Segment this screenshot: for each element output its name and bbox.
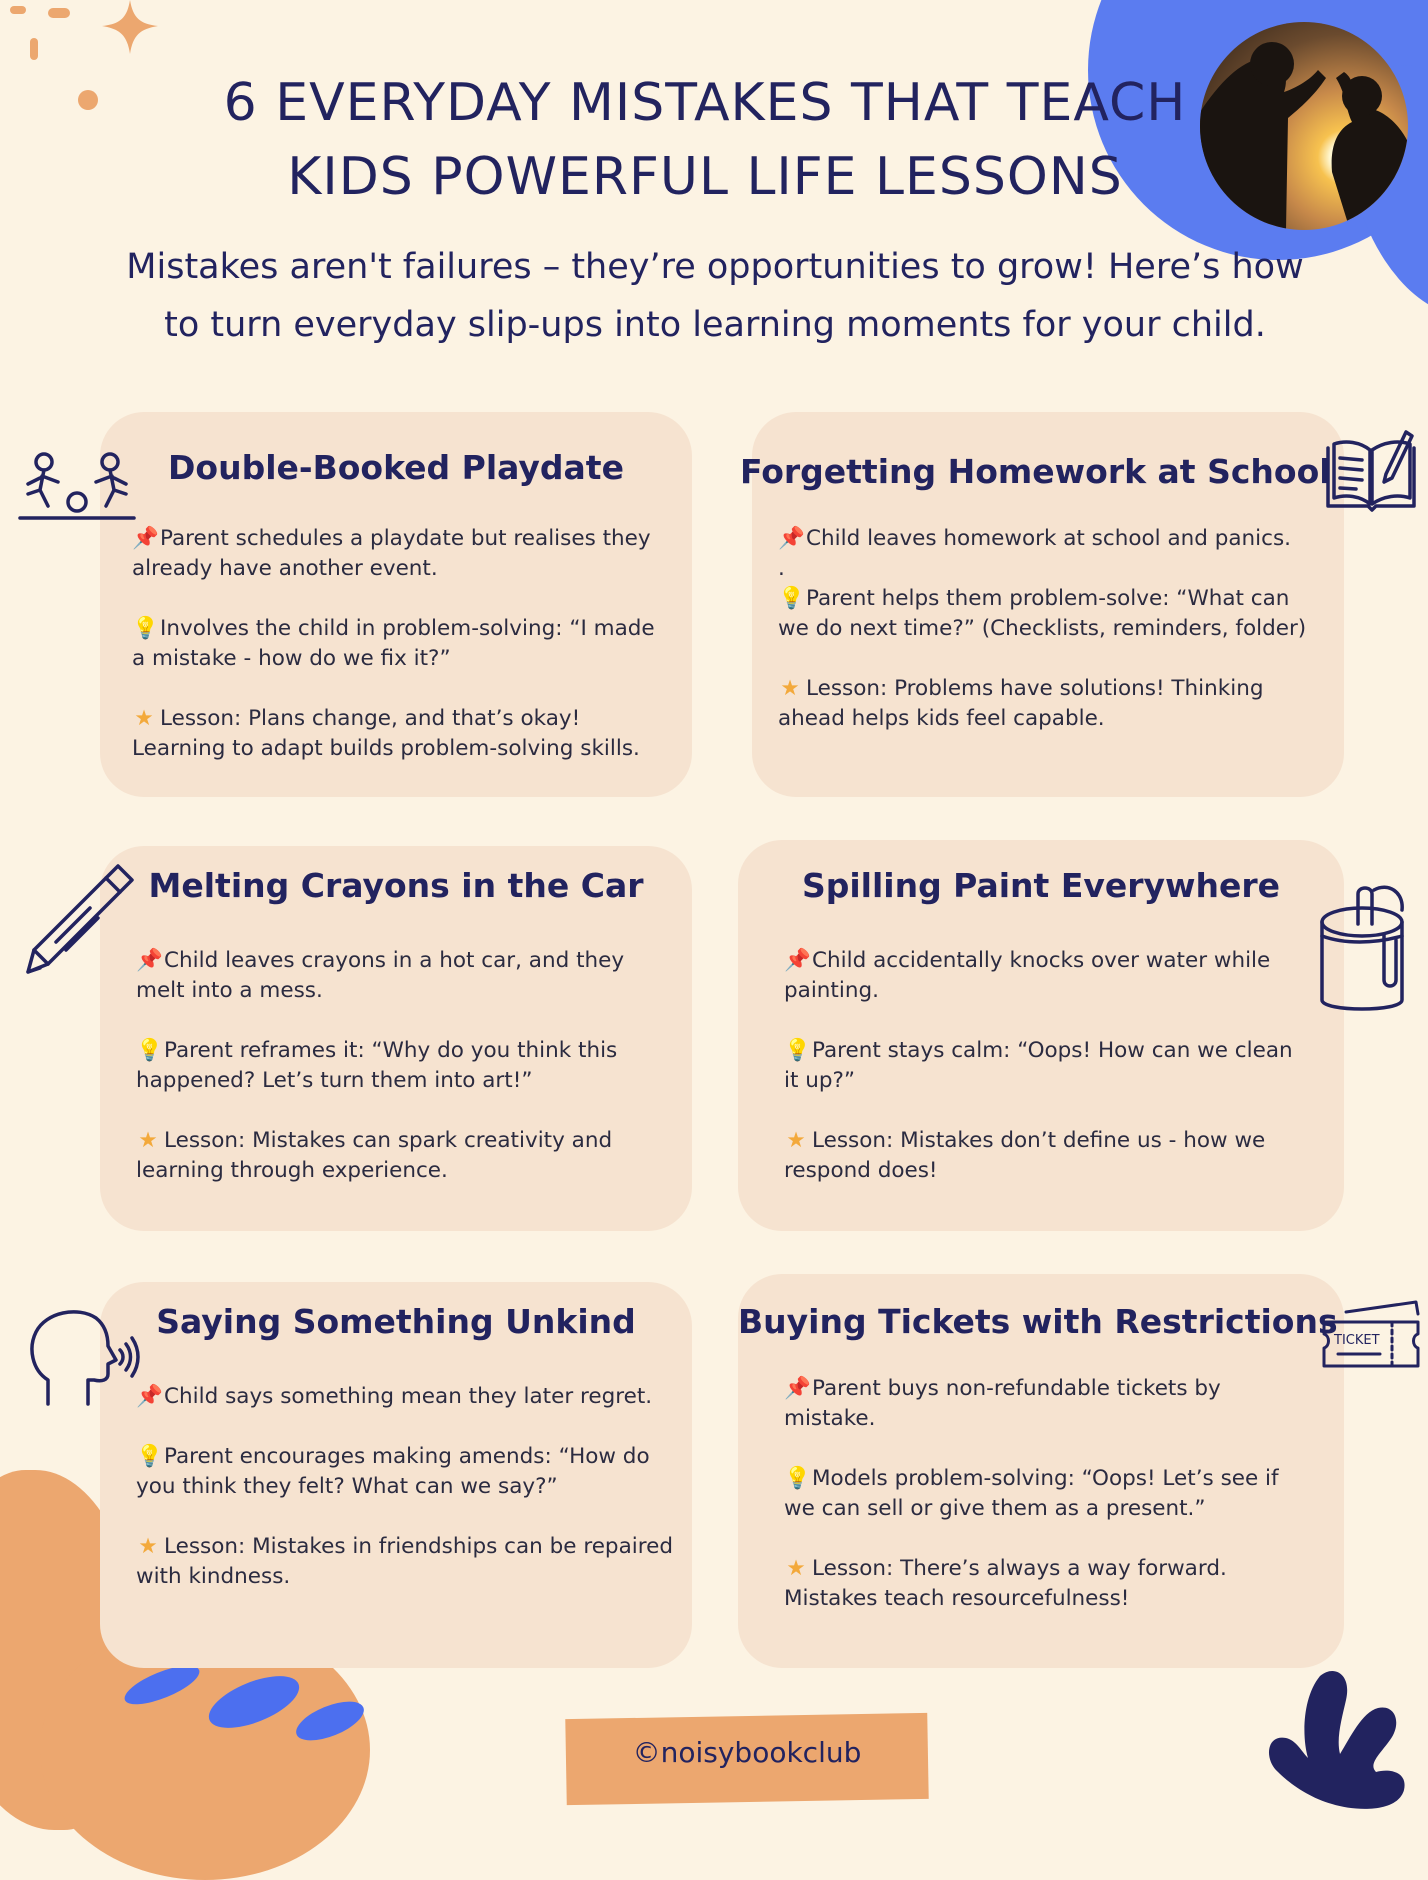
card-title: Saying Something Unkind bbox=[156, 1302, 636, 1341]
card-title: Forgetting Homework at School bbox=[740, 452, 1331, 491]
mistake-card-unkind bbox=[100, 1282, 692, 1668]
response-text: Parent encourages making amends: “How do you think they felt? What can we say?” bbox=[136, 1444, 650, 1499]
page-subtitle bbox=[120, 238, 1310, 354]
card-title: Double-Booked Playdate bbox=[168, 448, 624, 487]
crayon-icon bbox=[26, 862, 136, 978]
paint-can-icon bbox=[1314, 884, 1410, 1014]
ticket-icon bbox=[1320, 1300, 1422, 1372]
star-icon: ★ bbox=[138, 1128, 158, 1153]
lightbulb-icon: 💡 bbox=[136, 1444, 163, 1469]
lesson-text: Lesson: Plans change, and that’s okay! Learning to adapt builds problem-solving skills. bbox=[132, 706, 640, 761]
card-body bbox=[132, 524, 672, 794]
lesson-text: Lesson: There’s always a way forward. Mistakes teach resourcefulness! bbox=[784, 1556, 1227, 1611]
lightbulb-icon: 💡 bbox=[132, 616, 159, 641]
pushpin-icon: 📌 bbox=[136, 948, 163, 973]
star-icon: ★ bbox=[780, 676, 800, 701]
pushpin-icon: 📌 bbox=[784, 1376, 811, 1401]
star-icon: ★ bbox=[138, 1534, 158, 1559]
response-text: Parent helps them problem-solve: “What can we do next time?” (Checklists, reminders, folder) bbox=[778, 586, 1307, 641]
star-icon: ★ bbox=[786, 1128, 806, 1153]
mistake-text: Parent schedules a playdate but realises they already have another event. bbox=[132, 526, 651, 581]
card-body bbox=[136, 946, 666, 1216]
mistake-card-tickets bbox=[738, 1274, 1344, 1668]
sparkle-decoration bbox=[0, 0, 170, 120]
mistake-card-playdate bbox=[100, 412, 692, 797]
mistake-card-homework bbox=[740, 412, 1344, 797]
speaking-head-icon bbox=[28, 1308, 140, 1408]
star-icon: ★ bbox=[134, 706, 154, 731]
response-text: Involves the child in problem-solving: “I made a mistake - how do we fix it?” bbox=[132, 616, 655, 671]
card-title: Buying Tickets with Restrictions bbox=[738, 1302, 1338, 1341]
subtitle-line-1: Mistakes aren't failures – they’re opportunities to grow! Here’s how bbox=[126, 247, 1304, 287]
star-icon: ★ bbox=[786, 1556, 806, 1581]
mistake-card-paint bbox=[738, 840, 1344, 1231]
mistake-text: Parent buys non-refundable tickets by mistake. bbox=[784, 1376, 1221, 1431]
pushpin-icon: 📌 bbox=[132, 526, 159, 551]
title-line-1: 6 EVERYDAY MISTAKES THAT TEACH bbox=[223, 73, 1187, 133]
response-text: Parent reframes it: “Why do you think this happened? Let’s turn them into art!” bbox=[136, 1038, 618, 1093]
credit-text: ©noisybookclub bbox=[632, 1736, 862, 1769]
navy-plant-decoration bbox=[1262, 1668, 1412, 1818]
mistake-card-crayons bbox=[100, 846, 692, 1231]
response-text: Models problem-solving: “Oops! Let’s see if we can sell or give them as a present.” bbox=[784, 1466, 1279, 1521]
mistake-text: Child leaves homework at school and panics. bbox=[806, 526, 1292, 551]
card-body bbox=[136, 1382, 676, 1622]
lightbulb-icon: 💡 bbox=[136, 1038, 163, 1063]
response-text: Parent stays calm: “Oops! How can we clean it up?” bbox=[784, 1038, 1293, 1093]
lightbulb-icon: 💡 bbox=[778, 586, 805, 611]
pushpin-icon: 📌 bbox=[136, 1384, 163, 1409]
pushpin-icon: 📌 bbox=[778, 526, 805, 551]
card-body bbox=[778, 524, 1318, 764]
card-title: Spilling Paint Everywhere bbox=[801, 866, 1281, 905]
card-body bbox=[784, 946, 1304, 1216]
title-line-2: KIDS POWERFUL LIFE LESSONS bbox=[287, 147, 1123, 207]
mistake-text: Child accidentally knocks over water while painting. bbox=[784, 948, 1271, 1003]
card-title: Melting Crayons in the Car bbox=[148, 866, 644, 905]
mistake-text: Child leaves crayons in a hot car, and they melt into a mess. bbox=[136, 948, 625, 1003]
lesson-text: Lesson: Mistakes can spark creativity and learning through experience. bbox=[136, 1128, 613, 1183]
subtitle-line-2: to turn everyday slip-ups into learning moments for your child. bbox=[164, 305, 1266, 345]
card-body bbox=[784, 1374, 1304, 1644]
lesson-text: Lesson: Mistakes don’t define us - how we respond does! bbox=[784, 1128, 1266, 1183]
lightbulb-icon: 💡 bbox=[784, 1038, 811, 1063]
pushpin-icon: 📌 bbox=[784, 948, 811, 973]
lightbulb-icon: 💡 bbox=[784, 1466, 811, 1491]
ticket-label: TICKET bbox=[1334, 1333, 1380, 1348]
page-title bbox=[150, 66, 1260, 214]
stray-period: . bbox=[778, 556, 785, 581]
lesson-text: Lesson: Problems have solutions! Thinking ahead helps kids feel capable. bbox=[778, 676, 1264, 731]
book-pencil-icon bbox=[1324, 428, 1416, 512]
lesson-text: Lesson: Mistakes in friendships can be repaired with kindness. bbox=[136, 1534, 673, 1589]
kids-playing-icon bbox=[18, 452, 136, 524]
mistake-text: Child says something mean they later regret. bbox=[164, 1384, 653, 1409]
